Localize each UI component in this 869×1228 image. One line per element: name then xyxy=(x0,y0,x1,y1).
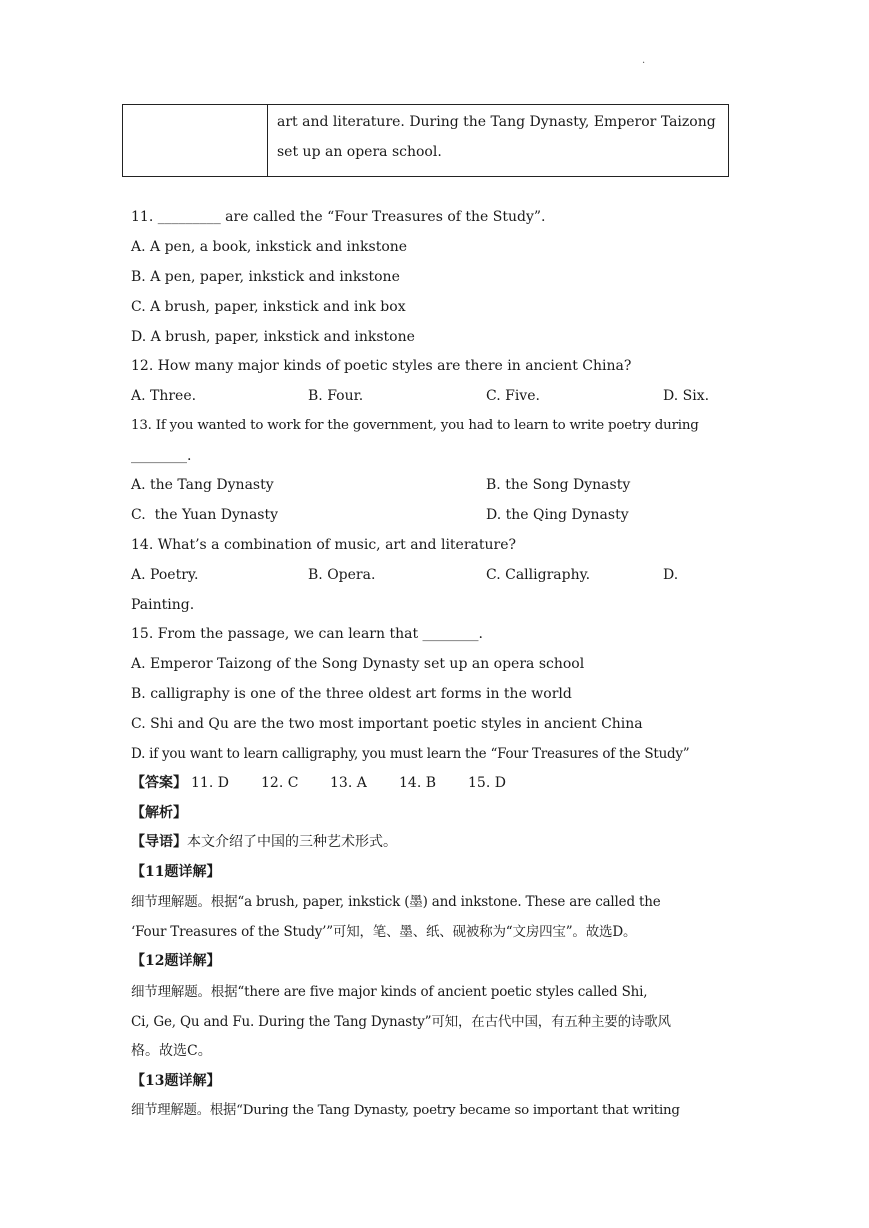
question-13-option-c: C. the Yuan Dynasty xyxy=(131,507,279,523)
intro-label: 【导语】 xyxy=(131,834,187,850)
question-15-option-c: C. Shi and Qu are the two most important poetic styles in ancient China xyxy=(131,716,643,732)
question-15-option-a: A. Emperor Taizong of the Song Dynasty set up an opera school xyxy=(131,656,585,672)
question-12-option-c: C. Five. xyxy=(486,388,540,404)
question-12-stem: 12. How many major kinds of poetic styles are there in ancient China? xyxy=(131,358,632,374)
answer-label: 【答案】 xyxy=(131,775,187,791)
question-12-option-a: A. Three. xyxy=(131,388,197,404)
q11-detail-line: ‘Four Treasures of the Study’”可知，笔、墨、纸、砚被称为“文房四宝”。故选D。 xyxy=(131,924,637,940)
answer-14: 14. B xyxy=(399,775,437,791)
intro-line xyxy=(131,831,397,853)
question-14-option-b: B. Opera. xyxy=(308,567,376,583)
question-11-stem: 11. _________ are called the “Four Treasures of the Study”. xyxy=(131,209,546,225)
question-13-option-d: D. the Qing Dynasty xyxy=(486,507,629,523)
question-14-options xyxy=(0,564,869,586)
question-12-options xyxy=(0,385,869,407)
question-15-stem: 15. From the passage, we can learn that ________. xyxy=(131,626,483,642)
analysis-label: 【解析】 xyxy=(131,805,187,821)
question-11-option-b: B. A pen, paper, inkstick and inkstone xyxy=(131,269,400,285)
q12-detail-line: 格。故选C。 xyxy=(131,1043,212,1059)
question-13-options-row2 xyxy=(0,504,869,526)
question-15-option-d: D. if you want to learn calligraphy, you must learn the “Four Treasures of the Study” xyxy=(131,746,690,762)
question-14-option-a: A. Poetry. xyxy=(131,567,199,583)
question-12-option-b: B. Four. xyxy=(308,388,364,404)
answer-13: 13. A xyxy=(330,775,367,791)
question-13-stem-cont: ________. xyxy=(131,448,192,464)
table-content-cell xyxy=(268,105,728,176)
intro-text: 本文介绍了中国的三种艺术形式。 xyxy=(187,834,397,850)
answer-15: 15. D xyxy=(468,775,506,791)
q12-detail-label: 【12题详解】 xyxy=(131,953,221,969)
q12-detail-line: 细节理解题。根据“there are five major kinds of ancient poetic styles called Shi, xyxy=(131,984,648,1000)
table-line: art and literature. During the Tang Dynasty, Emperor Taizong xyxy=(277,114,716,130)
table-line: set up an opera school. xyxy=(277,144,442,160)
header-dot: . xyxy=(642,55,646,66)
question-14-option-d: D. xyxy=(663,567,679,583)
question-14-option-d-text: Painting. xyxy=(131,597,195,613)
question-12-option-d: D. Six. xyxy=(663,388,710,404)
table-label-cell xyxy=(123,105,268,176)
q11-detail-label: 【11题详解】 xyxy=(131,864,221,880)
question-13-option-a: A. the Tang Dynasty xyxy=(131,477,274,493)
q12-detail-line: Ci, Ge, Qu and Fu. During the Tang Dynasty”可知，在古代中国，有五种主要的诗歌风 xyxy=(131,1014,671,1030)
question-13-option-b: B. the Song Dynasty xyxy=(486,477,631,493)
answer-11: 11. D xyxy=(191,775,229,791)
question-13-stem: 13. If you wanted to work for the government, you had to learn to write poetry during xyxy=(131,418,699,433)
question-13-options-row1 xyxy=(0,474,869,496)
answer-row xyxy=(0,772,869,794)
q13-detail-label: 【13题详解】 xyxy=(131,1073,221,1089)
question-14-stem: 14. What’s a combination of music, art and literature? xyxy=(131,537,516,553)
question-11-option-d: D. A brush, paper, inkstick and inkstone xyxy=(131,329,415,345)
answer-12: 12. C xyxy=(261,775,299,791)
question-15-option-b: B. calligraphy is one of the three oldest art forms in the world xyxy=(131,686,572,702)
q11-detail-line: 细节理解题。根据“a brush, paper, inkstick (墨) and inkstone. These are called the xyxy=(131,894,661,910)
question-11-option-c: C. A brush, paper, inkstick and ink box xyxy=(131,299,406,315)
question-14-option-c: C. Calligraphy. xyxy=(486,567,591,583)
q13-detail-line: 细节理解题。根据“During the Tang Dynasty, poetry became so important that writing xyxy=(131,1103,680,1118)
passage-table-fragment xyxy=(122,104,729,177)
question-11-option-a: A. A pen, a book, inkstick and inkstone xyxy=(131,239,408,255)
